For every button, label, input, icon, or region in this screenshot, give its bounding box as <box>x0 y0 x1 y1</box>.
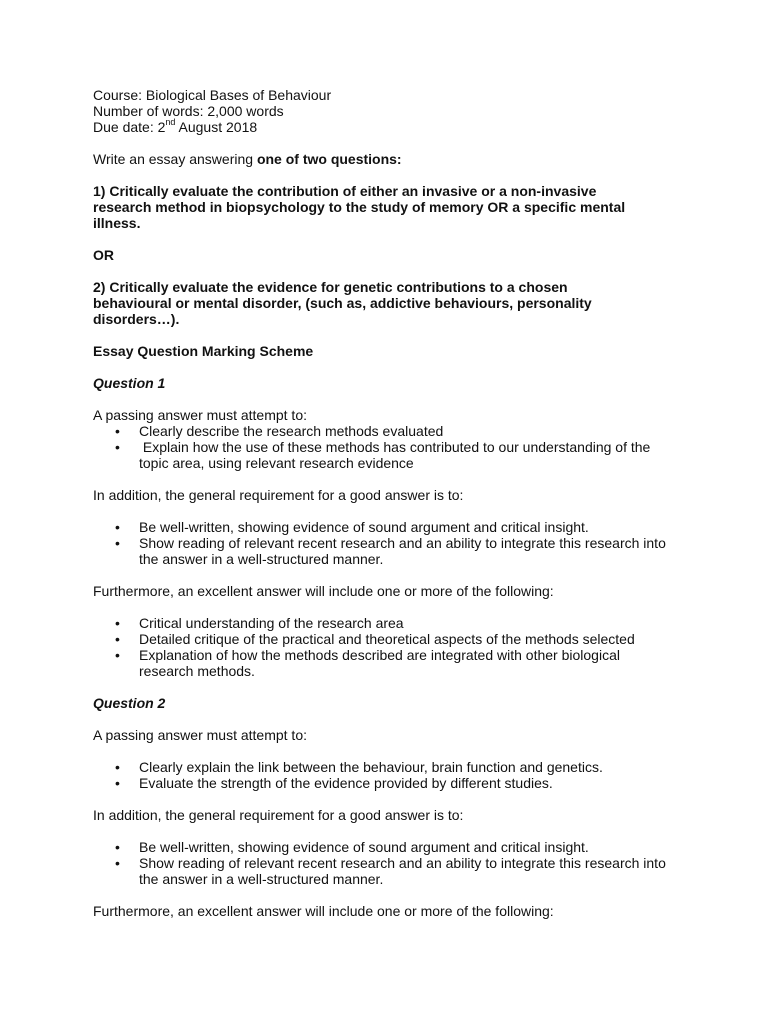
intro-prefix: Write an essay answering <box>93 151 257 167</box>
document-page <box>93 87 693 919</box>
list-item <box>93 615 693 631</box>
question-1-prompt <box>93 183 693 231</box>
q2-excellent-intro: Furthermore, an excellent answer will include one or more of the following: <box>93 903 554 919</box>
list-item <box>93 423 693 439</box>
list-item <box>93 855 693 887</box>
question-2-prompt-line: disorders…). <box>93 311 180 327</box>
bullet-icon: • <box>115 519 120 535</box>
list-item-text: Clearly describe the research methods evaluated <box>139 423 444 439</box>
bullet-icon: • <box>115 647 120 663</box>
question-1-prompt-line: illness. <box>93 215 141 231</box>
question-1-prompt-line: 1) Critically evaluate the contribution of either an invasive or a non-invasive <box>93 183 597 199</box>
bullet-icon: • <box>115 855 120 871</box>
q1-excellent-intro: Furthermore, an excellent answer will include one or more of the following: <box>93 583 554 599</box>
q2-good-intro: In addition, the general requirement for a good answer is to: <box>93 807 464 823</box>
due-date-suffix: August 2018 <box>175 119 258 135</box>
list-item-text: Clearly explain the link between the behaviour, brain function and genetics. <box>139 759 603 775</box>
bullet-icon: • <box>115 775 120 791</box>
marking-scheme-title: Essay Question Marking Scheme <box>93 343 314 359</box>
q2-good-list <box>93 839 693 887</box>
question-2-heading: Question 2 <box>93 695 166 711</box>
list-item-text: Show reading of relevant recent research and an ability to integrate this research into <box>139 535 666 551</box>
list-item-text: Evaluate the strength of the evidence provided by different studies. <box>139 775 553 791</box>
intro-line <box>93 151 693 167</box>
q1-good-intro: In addition, the general requirement for a good answer is to: <box>93 487 464 503</box>
list-item <box>93 439 693 471</box>
due-date-line <box>93 119 693 135</box>
list-item-text: Explain how the use of these methods has contributed to our understanding of the <box>139 439 651 455</box>
question-1-prompt-line: research method in biopsychology to the study of memory OR a specific mental <box>93 199 626 215</box>
q1-good-list <box>93 519 693 567</box>
list-item-text: Show reading of relevant recent research and an ability to integrate this research into <box>139 855 666 871</box>
bullet-icon: • <box>115 439 120 455</box>
list-item-text: the answer in a well-structured manner. <box>139 871 384 887</box>
bullet-icon: • <box>115 423 120 439</box>
bullet-icon: • <box>115 535 120 551</box>
or-separator: OR <box>93 247 114 263</box>
due-date-prefix: Due date: 2 <box>93 119 166 135</box>
list-item-text: Be well-written, showing evidence of sound argument and critical insight. <box>139 839 589 855</box>
list-item <box>93 775 693 791</box>
bullet-icon: • <box>115 759 120 775</box>
word-count-line: Number of words: 2,000 words <box>93 103 284 119</box>
list-item <box>93 839 693 855</box>
due-date-superscript: nd <box>165 117 176 128</box>
list-item-text: Be well-written, showing evidence of sound argument and critical insight. <box>139 519 589 535</box>
list-item-text: the answer in a well-structured manner. <box>139 551 384 567</box>
list-item-text: research methods. <box>139 663 255 679</box>
question-2-prompt-line: 2) Critically evaluate the evidence for genetic contributions to a chosen <box>93 279 568 295</box>
list-item <box>93 535 693 567</box>
question-2-prompt-line: behavioural or mental disorder, (such as, addictive behaviours, personality <box>93 295 592 311</box>
question-2-prompt <box>93 279 693 327</box>
q1-excellent-list <box>93 615 693 679</box>
q1-passing-list <box>93 423 693 471</box>
q2-passing-list <box>93 759 693 791</box>
course-line: Course: Biological Bases of Behaviour <box>93 87 332 103</box>
bullet-icon: • <box>115 631 120 647</box>
list-item-text: Explanation of how the methods described are integrated with other biological <box>139 647 620 663</box>
q1-passing-intro: A passing answer must attempt to: <box>93 407 307 423</box>
list-item-text: Detailed critique of the practical and theoretical aspects of the methods selected <box>139 631 635 647</box>
bullet-icon: • <box>115 839 120 855</box>
list-item <box>93 759 693 775</box>
q2-passing-intro: A passing answer must attempt to: <box>93 727 307 743</box>
list-item <box>93 631 693 647</box>
intro-bold: one of two questions: <box>256 151 402 167</box>
list-item <box>93 519 693 535</box>
list-item-text: topic area, using relevant research evidence <box>139 455 414 471</box>
list-item-text: Critical understanding of the research area <box>139 615 404 631</box>
list-item <box>93 647 693 679</box>
bullet-icon: • <box>115 615 120 631</box>
question-1-heading: Question 1 <box>93 375 166 391</box>
